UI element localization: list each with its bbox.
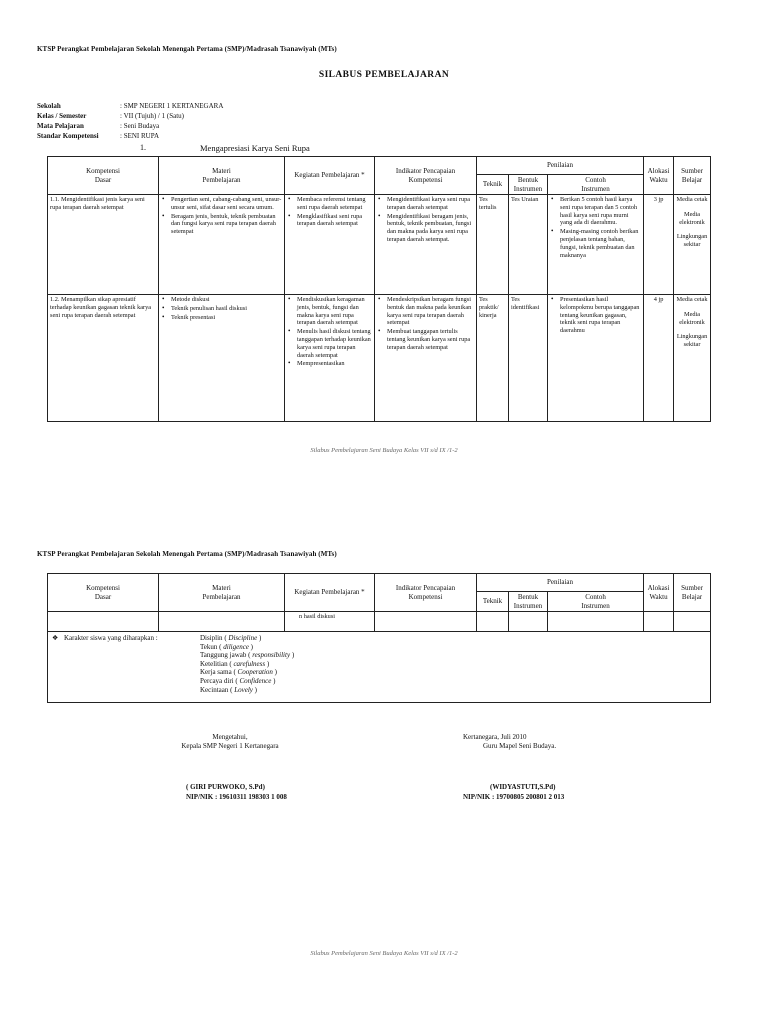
kegiatan-continuation: n hasil diskusi <box>285 612 375 632</box>
col-header-materi: Materi Pembelajaran <box>159 157 285 195</box>
indikator-cell <box>375 295 477 422</box>
col-header-contoh: Contoh Instrumen <box>548 592 644 612</box>
sumber-item: Media cetak <box>676 296 708 303</box>
col-header-alokasi: Alokasi Waktu <box>644 574 674 612</box>
identity-value-school: : SMP NEGERI 1 KERTANEGARA <box>120 102 224 110</box>
col-header-bentuk: Bentuk Instrumen <box>509 175 548 195</box>
col-header-kd: Kompetensi Dasar <box>48 574 159 612</box>
bentuk-cell: Tes identifikasi <box>509 295 548 422</box>
karakter-en: Discipline <box>228 634 258 642</box>
contoh-cell <box>548 195 644 295</box>
karakter-id: Ketelitian <box>200 659 228 668</box>
identity-value-standard: : SENI RUPA <box>120 132 160 140</box>
karakter-en: responsibility <box>252 651 291 660</box>
col-header-penilaian: Penilaian <box>477 157 644 175</box>
alokasi-cell: 4 jp <box>644 295 674 422</box>
list-item: • Mengklasifikasi seni rupa terapan daerah setempat <box>297 213 372 229</box>
syllabus-table-continued <box>47 573 711 703</box>
col-header-sumber: Sumber Belajar <box>674 574 711 612</box>
list-item: • Metode diskusi <box>171 296 282 304</box>
table-row <box>48 295 711 422</box>
page-title: SILABUS PEMBELAJARAN <box>318 70 450 80</box>
bentuk-cell: Tes Uraian <box>509 195 548 295</box>
col-header-sumber: Sumber Belajar <box>674 157 711 195</box>
col-header-kd: Kompetensi Dasar <box>48 157 159 195</box>
sign-right-nip: NIP/NIK : 19700805 200801 2 013 <box>463 793 565 801</box>
alokasi-cell: 3 jp <box>644 195 674 295</box>
karakter-en: Confidence <box>239 676 272 685</box>
col-header-teknik: Teknik <box>477 175 509 195</box>
list-item: • Beragam jenis, bentuk, teknik pembuatan dan fungsi karya seni rupa terapan daerah setempat <box>171 213 282 236</box>
karakter-id: Tekun <box>200 642 218 651</box>
sumber-cell <box>674 195 711 295</box>
table-row <box>48 195 711 295</box>
sumber-item: Lingkungan sekitar <box>676 233 708 249</box>
identity-value-class: : VII (Tujuh) / 1 (Satu) <box>120 112 184 120</box>
col-header-alokasi: Alokasi Waktu <box>644 157 674 195</box>
col-header-teknik: Teknik <box>477 592 509 612</box>
identity-label-standard: Standar Kompetensi <box>37 132 99 140</box>
karakter-item: Ketelitian ( carefulness ) <box>200 659 270 668</box>
kd-cell: 1.1. Mengidentifikasi jenis karya seni rupa terapan daerah setempat <box>48 195 159 295</box>
table-row <box>48 632 711 703</box>
list-item: • Mengidentifikasi beragam jenis, bentuk, teknik pembuatan, fungsi dan makna pada karya seni rupa terapan daerah setempat. <box>387 213 474 244</box>
sign-left-line1: Mengetahui, <box>212 733 248 741</box>
karakter-en: carefulness <box>233 659 266 668</box>
list-item: • Berikan 5 contoh hasil karya seni rupa terapan dan 5 contoh hasil karya seni rupa murni yang ada di daerahmu. <box>560 196 641 227</box>
syllabus-table <box>47 156 711 422</box>
sumber-item: Media cetak <box>676 196 708 203</box>
list-item: • Presentasikan hasil kelompokmu berupa tanggapan tentang keunikan gagasan, teknik seni rupa terapan daerahmu <box>560 296 641 335</box>
list-item: • Mempresentasikan <box>297 360 372 368</box>
karakter-id: Tanggung jawab <box>200 651 247 660</box>
sumber-item: Lingkungan sekitar <box>676 333 708 349</box>
list-item: • Teknik presentasi <box>171 314 282 322</box>
identity-value-subject: : Seni Budaya <box>120 122 160 130</box>
identity-label-school: Sekolah <box>37 102 61 110</box>
col-header-indikator: Indikator Pencapaian Kompetensi <box>375 157 477 195</box>
materi-cell <box>159 195 285 295</box>
col-header-kegiatan: Kegiatan Pembelajaran * <box>285 157 375 195</box>
sign-right-name: (WIDYASTUTI,S.Pd) <box>490 783 556 791</box>
karakter-id: Kerja sama <box>200 668 232 677</box>
col-header-penilaian: Penilaian <box>477 574 644 592</box>
karakter-item: Tanggung jawab ( responsibility ) <box>200 651 295 660</box>
page-footer: Silabus Pembelajaran Seni Budaya Kelas VII s/d IX /1-2 <box>310 447 458 454</box>
kd-cell: 1.2. Menampilkan sikap apresiatif terhadap keunikan gagasan teknik karya seni rupa terapan daerah setempat <box>48 295 159 422</box>
teknik-cell: Tes praktik/ kinerja <box>477 295 509 422</box>
contoh-cell <box>548 295 644 422</box>
page-footer: Silabus Pembelajaran Seni Budaya Kelas VII s/d IX /1-2 <box>310 950 458 957</box>
karakter-id: Kecintaan <box>200 685 229 694</box>
page-header: KTSP Perangkat Pembelajaran Sekolah Menengah Pertama (SMP)/Madrasah Tsanawiyah (MTs) <box>37 550 337 558</box>
karakter-list <box>200 634 294 694</box>
karakter-id: Percaya diri <box>200 676 234 685</box>
diamond-bullet-icon: ❖ <box>52 634 59 642</box>
list-item: • Pengertian seni, cabang-cabang seni, unsur-unsur seni, sifat dasar seni secara umum. <box>171 196 282 212</box>
list-item: • Membaca referensi tentang seni rupa daerah setempat <box>297 196 372 212</box>
col-header-bentuk: Bentuk Instrumen <box>509 592 548 612</box>
identity-label-subject: Mata Pelajaran <box>37 122 84 130</box>
standard-text: Mengapresiasi Karya Seni Rupa <box>200 143 310 153</box>
materi-cell <box>159 295 285 422</box>
col-header-kegiatan: Kegiatan Pembelajaran * <box>285 574 375 612</box>
list-item: • Mengidentifikasi karya seni rupa terapan daerah setempat <box>387 196 474 212</box>
page-header: KTSP Perangkat Pembelajaran Sekolah Menengah Pertama (SMP)/Madrasah Tsanawiyah (MTs) <box>37 45 337 53</box>
sign-right-line1: Kertanegara, Juli 2010 <box>463 733 527 741</box>
karakter-item: Disiplin ( Discipline ) <box>200 634 262 642</box>
list-item: • Mendiskusikan keragaman jenis, bentuk, fungsi dan makna karya seni rupa terapan daerah setempat <box>297 296 372 327</box>
karakter-label: Karakter siswa yang diharapkan : <box>64 634 158 642</box>
sign-left-name: ( GIRI PURWOKO, S.Pd) <box>186 783 265 791</box>
col-header-contoh: Contoh Instrumen <box>548 175 644 195</box>
list-item: • Masing-masing contoh berikan penjelasan tentang bahan, fungsi, teknik pembuatan dan maknanya <box>560 228 641 259</box>
list-item: • Menulis hasil diskusi tentang tanggapan terhadap keunikan karya seni rupa terapan daerah setempat <box>297 328 372 359</box>
karakter-cell <box>48 632 711 703</box>
list-item: • Teknik penulisan hasil diskusi <box>171 305 282 313</box>
table-row <box>48 612 711 632</box>
list-item: • Membuat tanggapan tertulis tentang keunikan karya seni rupa terapan daerah setempat <box>387 328 474 351</box>
list-item: • Mendeskripsikan beragam fungsi bentuk dan makna pada keunikan karya seni rupa terapan daerah setempat <box>387 296 474 327</box>
karakter-en: Lovely <box>234 685 253 694</box>
karakter-item: Kecintaan ( Lovely ) <box>200 685 257 694</box>
sign-right-line2: Guru Mapel Seni Budaya. <box>483 742 557 750</box>
karakter-item: Tekun ( diligence ) <box>200 642 253 651</box>
teknik-cell: Tes tertulis <box>477 195 509 295</box>
identity-label-class: Kelas / Semester <box>37 112 87 120</box>
sign-left-line2: Kepala SMP Negeri 1 Kertanegara <box>181 742 279 750</box>
kegiatan-cell <box>285 295 375 422</box>
sumber-item: Media elektronik <box>679 310 705 326</box>
karakter-en: Cooperation <box>237 668 273 677</box>
sign-left-nip: NIP/NIK : 19610311 198303 1 008 <box>186 793 287 801</box>
kegiatan-cell <box>285 195 375 295</box>
karakter-id: Disiplin <box>200 634 223 642</box>
karakter-item: Percaya diri ( Confidence ) <box>200 676 276 685</box>
col-header-materi: Materi Pembelajaran <box>159 574 285 612</box>
sumber-item: Media elektronik <box>679 210 705 226</box>
karakter-en: diligence <box>223 642 249 651</box>
indikator-cell <box>375 195 477 295</box>
standard-number: 1. <box>140 143 146 152</box>
karakter-item: Kerja sama ( Cooperation ) <box>200 668 278 677</box>
col-header-indikator: Indikator Pencapaian Kompetensi <box>375 574 477 612</box>
sumber-cell <box>674 295 711 422</box>
